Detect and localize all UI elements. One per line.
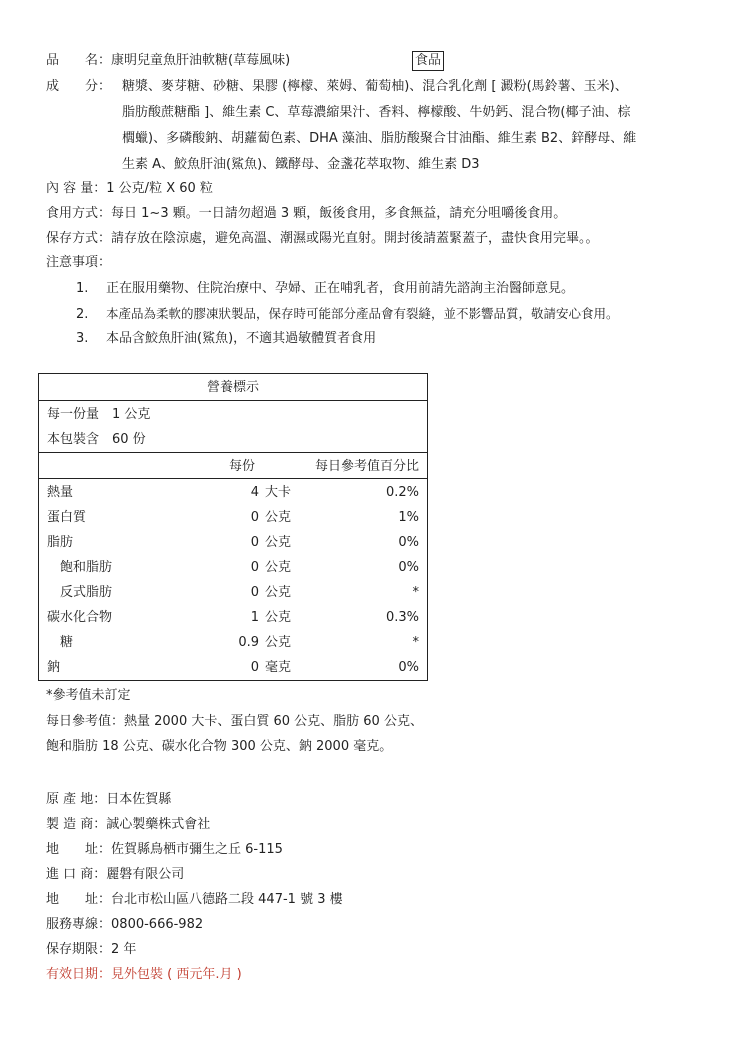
nutrition-footnote: *參考值未訂定 bbox=[46, 688, 131, 703]
note-item bbox=[76, 280, 574, 298]
nutrient-name: 熱量 bbox=[47, 485, 74, 500]
note-number: 2. bbox=[76, 307, 89, 322]
nutrient-name: 鈉 bbox=[47, 660, 61, 675]
expiry-label: 有效日期 bbox=[46, 967, 99, 982]
nutrient-pct: 0% bbox=[398, 560, 419, 575]
storage-row: 保存方式：請存放在陰涼處，避免高溫、潮濕或陽光直射。開封後請蓋緊蓋子，盡快食用完畢。。 bbox=[46, 231, 599, 246]
nutrition-table bbox=[38, 373, 428, 681]
nutrient-name: 碳水化合物 bbox=[47, 610, 113, 625]
nutrient-name: 反式脂肪 bbox=[47, 585, 113, 600]
origin-label: 原 產 地 bbox=[46, 792, 94, 807]
nutrition-title: 營養標示 bbox=[206, 380, 259, 395]
maker-label: 製 造 商 bbox=[46, 817, 94, 832]
importer-label: 進 口 商 bbox=[46, 867, 94, 882]
product-name-label: 品 名 bbox=[46, 53, 99, 68]
ingredients-line: 櫚蠟)、多磷酸鈉、胡蘿蔔色素、DHA 藻油、脂肪酸聚合甘油酯、維生素 B2、鋅酵母、維 bbox=[122, 131, 637, 146]
nutrient-unit: 公克 bbox=[265, 510, 292, 525]
nutrient-amount: 0.9 bbox=[238, 635, 259, 650]
usage-value: 每日 1~3 顆。一日請勿超過 3 顆，飯後食用，多食無益，請充分咀嚼後食用。 bbox=[111, 206, 567, 221]
nutrient-amount: 1 bbox=[250, 610, 259, 625]
maker-address-label: 地 址 bbox=[46, 842, 99, 857]
note-text: 本產品為柔軟的膠凍狀製品，保存時可能部分產品會有裂縫，並不影響品質，敬請安心食用。 bbox=[106, 306, 619, 321]
nutrient-unit: 公克 bbox=[265, 585, 292, 600]
divider bbox=[39, 400, 427, 401]
food-badge: 食品 bbox=[412, 51, 444, 71]
nutrient-amount: 0 bbox=[250, 535, 259, 550]
nutrient-pct: 0% bbox=[398, 535, 419, 550]
nutrient-amount: 0 bbox=[250, 560, 259, 575]
origin-row: 原 產 地：日本佐賀縣 bbox=[46, 792, 172, 807]
shelf-life-label: 保存期限 bbox=[46, 942, 99, 957]
hotline-label: 服務專線 bbox=[46, 917, 99, 932]
daily-reference: 每日參考值：熱量 2000 大卡、蛋白質 60 公克、脂肪 60 公克、 bbox=[46, 714, 423, 729]
origin-value: 日本佐賀縣 bbox=[106, 792, 172, 807]
importer-address-value: 台北市松山區八德路二段 447-1 號 3 樓 bbox=[111, 892, 343, 907]
nutrient-pct: 0% bbox=[398, 660, 419, 675]
product-name-row: 品 名：康明兒童魚肝油軟糖(草莓風味) bbox=[46, 53, 291, 68]
daily-reference: 飽和脂肪 18 公克、碳水化合物 300 公克、鈉 2000 毫克。 bbox=[46, 739, 393, 754]
divider bbox=[39, 452, 427, 453]
col-per-serving: 每份 bbox=[229, 459, 256, 474]
nutrient-amount: 0 bbox=[250, 585, 259, 600]
hotline-row: 服務專線：0800-666-982 bbox=[46, 917, 204, 932]
content-label: 內 容 量 bbox=[46, 181, 94, 196]
ingredients-label-row: 成 分： bbox=[46, 79, 112, 94]
nutrient-unit: 公克 bbox=[265, 610, 292, 625]
maker-address-value: 佐賀縣鳥栖市彌生之丘 6-115 bbox=[111, 842, 283, 857]
nutrient-unit: 公克 bbox=[265, 560, 292, 575]
maker-value: 誠心製藥株式會社 bbox=[106, 817, 211, 832]
nutrient-name: 脂肪 bbox=[47, 535, 74, 550]
storage-value: 請存放在陰涼處，避免高溫、潮濕或陽光直射。開封後請蓋緊蓋子，盡快食用完畢。。 bbox=[111, 231, 599, 246]
ingredients-line: 脂肪酸蔗糖酯 ]、維生素 C、草莓濃縮果汁、香料、檸檬酸、牛奶鈣、混合物(椰子油、棕 bbox=[122, 105, 631, 120]
hotline-value: 0800-666-982 bbox=[111, 917, 204, 932]
importer-address-row: 地 址：台北市松山區八德路二段 447-1 號 3 樓 bbox=[46, 892, 343, 907]
importer-value: 麗磐有限公司 bbox=[106, 867, 185, 882]
note-text: 正在服用藥物、住院治療中、孕婦、正在哺乳者，食用前請先諮詢主治醫師意見。 bbox=[106, 281, 575, 296]
content-row: 內 容 量：1 公克/粒 X 60 粒 bbox=[46, 181, 213, 196]
note-item bbox=[76, 305, 619, 324]
usage-row: 食用方式：每日 1~3 顆。一日請勿超過 3 顆，飯後食用，多食無益，請充分咀嚼後食用。 bbox=[46, 206, 567, 221]
note-item bbox=[76, 330, 376, 348]
servings-per-package: 本包裝含 60 份 bbox=[47, 432, 146, 447]
expiry-value: 見外包裝 ( 西元年.月 ) bbox=[111, 967, 242, 982]
maker-address-row: 地 址：佐賀縣鳥栖市彌生之丘 6-115 bbox=[46, 842, 283, 857]
notes-label: 注意事項： bbox=[46, 255, 112, 270]
importer-address-label: 地 址 bbox=[46, 892, 99, 907]
nutrient-pct: * bbox=[412, 585, 419, 600]
nutrient-pct: 0.2% bbox=[385, 485, 419, 500]
nutrient-name: 飽和脂肪 bbox=[47, 560, 113, 575]
note-number: 1. bbox=[76, 281, 89, 296]
divider bbox=[39, 478, 427, 479]
col-daily-pct: 每日參考值百分比 bbox=[314, 459, 419, 474]
nutrient-amount: 0 bbox=[250, 660, 259, 675]
ingredients-line: 糖漿、麥芽糖、砂糖、果膠 (檸檬、萊姆、葡萄柚)、混合乳化劑 [ 澱粉(馬鈴薯、玉米)、 bbox=[122, 79, 628, 94]
nutrient-amount: 4 bbox=[250, 485, 259, 500]
nutrient-name: 蛋白質 bbox=[47, 510, 87, 525]
expiry-row: 有效日期：見外包裝 ( 西元年.月 ) bbox=[46, 967, 242, 982]
ingredients-line: 生素 A、鮫魚肝油(鯊魚)、鐵酵母、金盞花萃取物、維生素 D3 bbox=[122, 157, 480, 172]
product-name-value: 康明兒童魚肝油軟糖(草莓風味) bbox=[111, 53, 291, 68]
nutrient-name: 糖 bbox=[47, 635, 74, 650]
nutrient-unit: 毫克 bbox=[265, 660, 292, 675]
nutrient-pct: 0.3% bbox=[385, 610, 419, 625]
nutrient-unit: 公克 bbox=[265, 635, 292, 650]
nutrient-unit: 大卡 bbox=[265, 485, 292, 500]
storage-label: 保存方式 bbox=[46, 231, 99, 246]
shelf-life-row: 保存期限：2 年 bbox=[46, 942, 137, 957]
content-value: 1 公克/粒 X 60 粒 bbox=[106, 181, 213, 196]
nutrient-amount: 0 bbox=[250, 510, 259, 525]
note-number: 3. bbox=[76, 331, 89, 346]
shelf-life-value: 2 年 bbox=[111, 942, 137, 957]
nutrient-pct: 1% bbox=[398, 510, 419, 525]
serving-size: 每一份量 1 公克 bbox=[47, 407, 151, 422]
nutrient-pct: * bbox=[412, 635, 419, 650]
nutrient-unit: 公克 bbox=[265, 535, 292, 550]
ingredients-label: 成 分 bbox=[46, 79, 99, 94]
maker-row: 製 造 商：誠心製藥株式會社 bbox=[46, 817, 211, 832]
note-text: 本品含鮫魚肝油(鯊魚)，不適其過敏體質者食用 bbox=[106, 331, 377, 346]
usage-label: 食用方式 bbox=[46, 206, 99, 221]
importer-row: 進 口 商：麗磐有限公司 bbox=[46, 867, 185, 882]
